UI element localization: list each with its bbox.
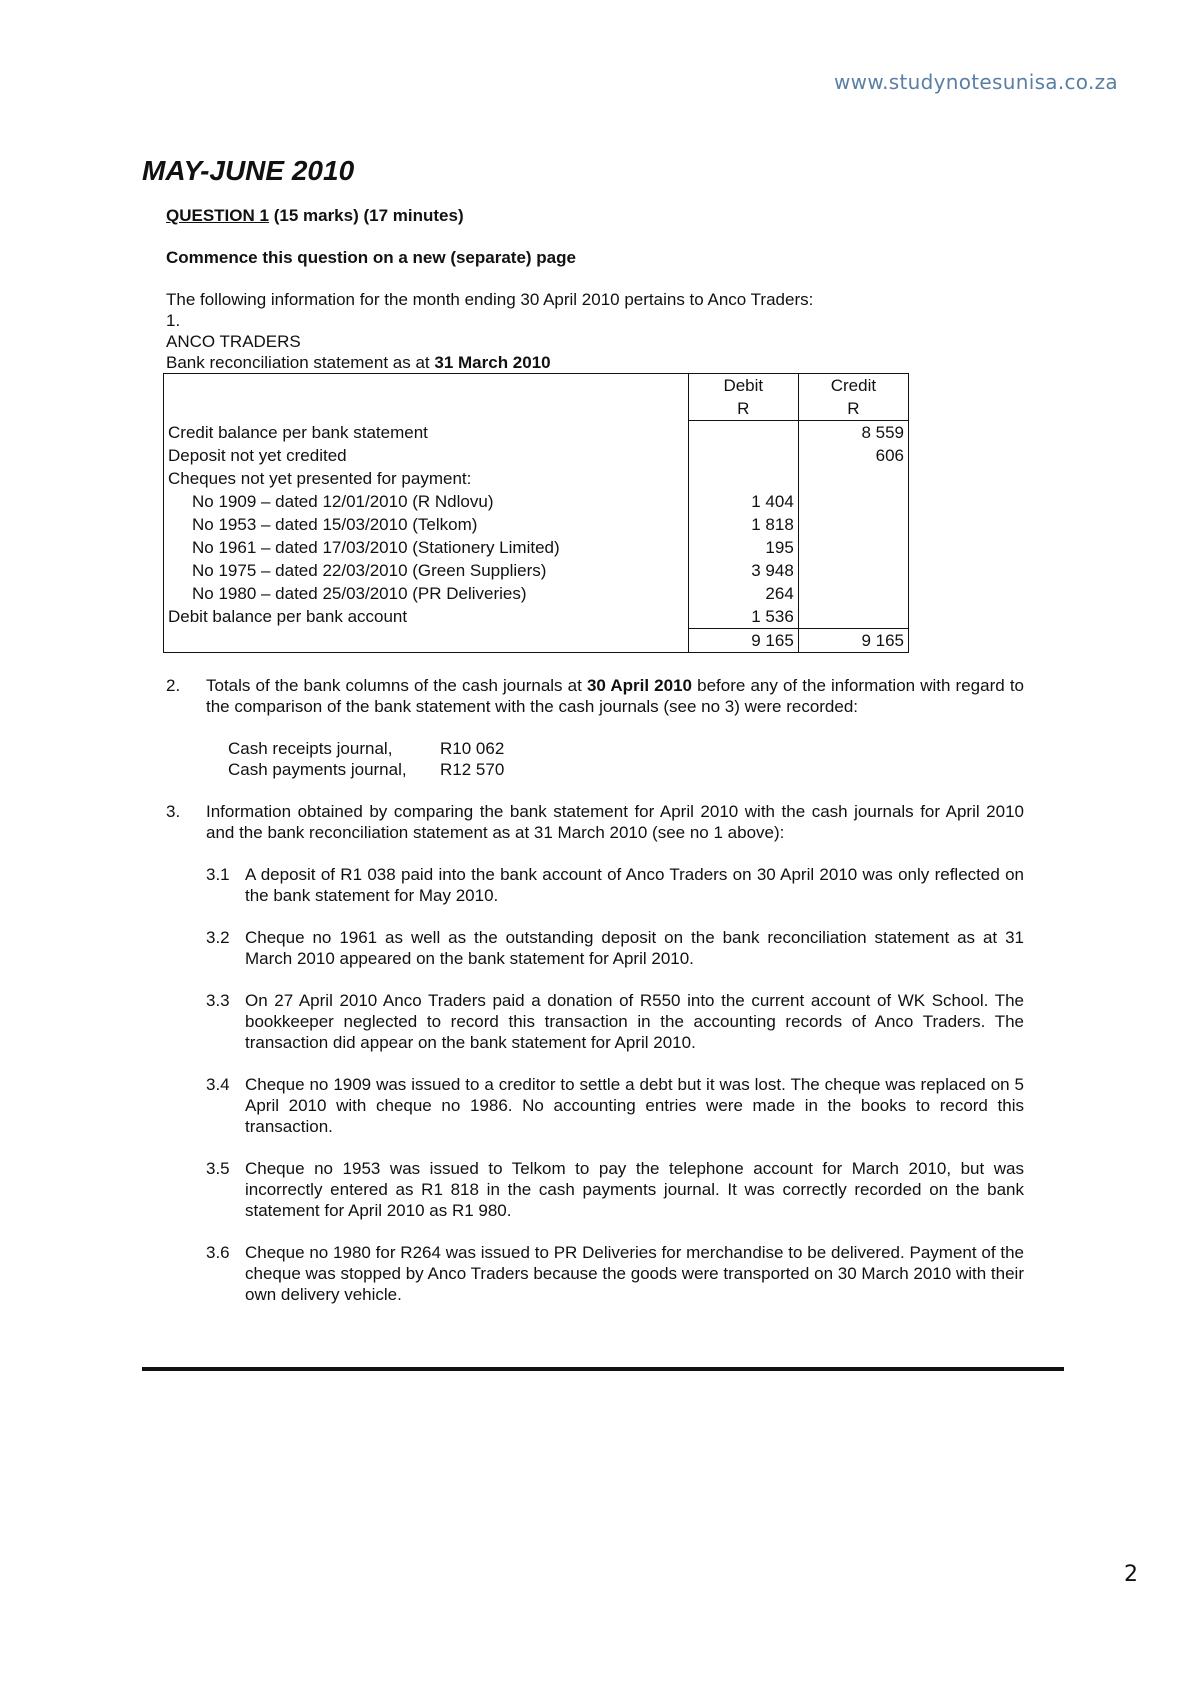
sub-item-number: 3.2 — [206, 928, 230, 947]
item-2-number: 2. — [166, 676, 181, 695]
row-debit: 1 404 — [688, 490, 798, 513]
statement-title-date: 31 March 2010 — [434, 353, 551, 372]
row-debit — [688, 467, 798, 490]
item-2-text-bold: 30 April 2010 — [586, 676, 693, 695]
table-row — [164, 444, 909, 467]
row-label: Cheques not yet presented for payment: — [164, 467, 689, 490]
row-credit — [798, 490, 908, 513]
total-debit: 9 165 — [688, 629, 798, 653]
row-debit: 1 536 — [688, 605, 798, 629]
sub-item-number: 3.5 — [206, 1159, 230, 1178]
sub-item-text: A deposit of R1 038 paid into the bank account of Anco Traders on 30 April 2010 was only reflected on the bank statement for May 2010. — [245, 865, 1024, 905]
sub-item — [166, 1074, 1024, 1137]
row-debit: 195 — [688, 536, 798, 559]
statement-title — [166, 352, 1024, 373]
item-2-text-b: before any of the information with regard to the comparison of the bank statement with the cash journals (see no 3) were recorded: — [206, 676, 1024, 716]
question-instruction: Commence this question on a new (separate) page — [166, 248, 576, 267]
table-row — [164, 421, 909, 445]
question-intro: The following information for the month ending 30 April 2010 pertains to Anco Traders: — [166, 290, 814, 309]
journal-line — [228, 738, 1024, 759]
journal-label: Cash receipts journal, — [228, 739, 393, 758]
debit-header: Debit — [688, 374, 798, 398]
credit-header: Credit — [798, 374, 908, 398]
journal-amount: R12 570 — [440, 760, 505, 779]
question-content — [166, 205, 1024, 1305]
question-marks: (15 marks) (17 minutes) — [273, 206, 464, 225]
item-3-number: 3. — [166, 802, 181, 821]
table-row — [164, 582, 909, 605]
sub-item-text: Cheque no 1980 for R264 was issued to PR Deliveries for merchandise to be delivered. Payment of the cheque was stopped by Anco Traders because the goods were transported on 30 March 2010 with their own delivery vehicle. — [245, 1243, 1024, 1304]
debit-currency: R — [688, 397, 798, 421]
sub-item — [166, 1158, 1024, 1221]
sub-item-text: On 27 April 2010 Anco Traders paid a donation of R550 into the current account of WK School. The bookkeeper neglected to record this transaction in the accounting records of Anco Traders. The transaction did appear on the bank statement for April 2010. — [245, 991, 1024, 1052]
question-heading — [166, 205, 1024, 226]
row-label: No 1975 – dated 22/03/2010 (Green Suppliers) — [164, 559, 689, 582]
total-credit: 9 165 — [798, 629, 908, 653]
item-3-text: Information obtained by comparing the bank statement for April 2010 with the cash journals for April 2010 and the bank reconciliation statement as at 31 March 2010 (see no 1 above): — [206, 802, 1024, 842]
journal-amount: R10 062 — [440, 739, 505, 758]
sub-item — [166, 927, 1024, 969]
row-credit: 606 — [798, 444, 908, 467]
row-credit — [798, 559, 908, 582]
sub-item-number: 3.4 — [206, 1075, 230, 1094]
sub-item — [166, 864, 1024, 906]
row-debit — [688, 421, 798, 445]
row-label: No 1953 – dated 15/03/2010 (Telkom) — [164, 513, 689, 536]
section-divider — [142, 1367, 1064, 1371]
journal-label: Cash payments journal, — [228, 760, 407, 779]
item-1-number: 1. — [166, 311, 181, 330]
question-label: QUESTION 1 — [166, 206, 269, 225]
table-row — [164, 467, 909, 490]
sub-item-text: Cheque no 1909 was issued to a creditor to settle a debt but it was lost. The cheque was replaced on 5 April 2010 with cheque no 1986. No accounting entries were made in the books to record this transaction. — [245, 1075, 1024, 1136]
row-label: No 1961 – dated 17/03/2010 (Stationery Limited) — [164, 536, 689, 559]
row-label: No 1909 – dated 12/01/2010 (R Ndlovu) — [164, 490, 689, 513]
row-credit: 8 559 — [798, 421, 908, 445]
row-credit — [798, 605, 908, 629]
sub-item-text: Cheque no 1953 was issued to Telkom to pay the telephone account for March 2010, but was incorrectly entered as R1 818 in the cash payments journal. It was correctly recorded on the bank statement for April 2010 as R1 980. — [245, 1159, 1024, 1220]
sub-item — [166, 1242, 1024, 1305]
table-row — [164, 559, 909, 582]
item-3 — [166, 801, 1024, 843]
row-debit: 1 818 — [688, 513, 798, 536]
row-debit — [688, 444, 798, 467]
journal-totals — [166, 738, 1024, 780]
row-credit — [798, 536, 908, 559]
row-credit — [798, 582, 908, 605]
bank-reconciliation-table — [163, 373, 909, 653]
sub-item-number: 3.6 — [206, 1243, 230, 1262]
statement-title-prefix: Bank reconciliation statement as at — [166, 353, 435, 372]
item-2 — [166, 675, 1024, 717]
row-label: Debit balance per bank account — [164, 605, 689, 629]
page-number: 2 — [1124, 1562, 1138, 1587]
website-url: www.studynotesunisa.co.za — [834, 70, 1118, 94]
table-header-row — [164, 374, 909, 398]
sub-item-number: 3.1 — [206, 865, 230, 884]
currency-row — [164, 397, 909, 421]
sub-item-number: 3.3 — [206, 991, 230, 1010]
sub-item — [166, 990, 1024, 1053]
company-name: ANCO TRADERS — [166, 332, 301, 351]
sub-item-text: Cheque no 1961 as well as the outstanding deposit on the bank reconciliation statement as at 31 March 2010 appeared on the bank statement for April 2010. — [245, 928, 1024, 968]
table-row — [164, 536, 909, 559]
total-row — [164, 629, 909, 653]
table-row — [164, 605, 909, 629]
row-credit — [798, 513, 908, 536]
row-label: Deposit not yet credited — [164, 444, 689, 467]
row-credit — [798, 467, 908, 490]
journal-line — [228, 759, 1024, 780]
row-label: No 1980 – dated 25/03/2010 (PR Deliveries) — [164, 582, 689, 605]
row-debit: 264 — [688, 582, 798, 605]
credit-currency: R — [798, 397, 908, 421]
row-label: Credit balance per bank statement — [164, 421, 689, 445]
table-row — [164, 490, 909, 513]
session-title: MAY-JUNE 2010 — [142, 155, 355, 186]
item-2-text-a: Totals of the bank columns of the cash journals at — [206, 676, 587, 695]
table-row — [164, 513, 909, 536]
row-debit: 3 948 — [688, 559, 798, 582]
